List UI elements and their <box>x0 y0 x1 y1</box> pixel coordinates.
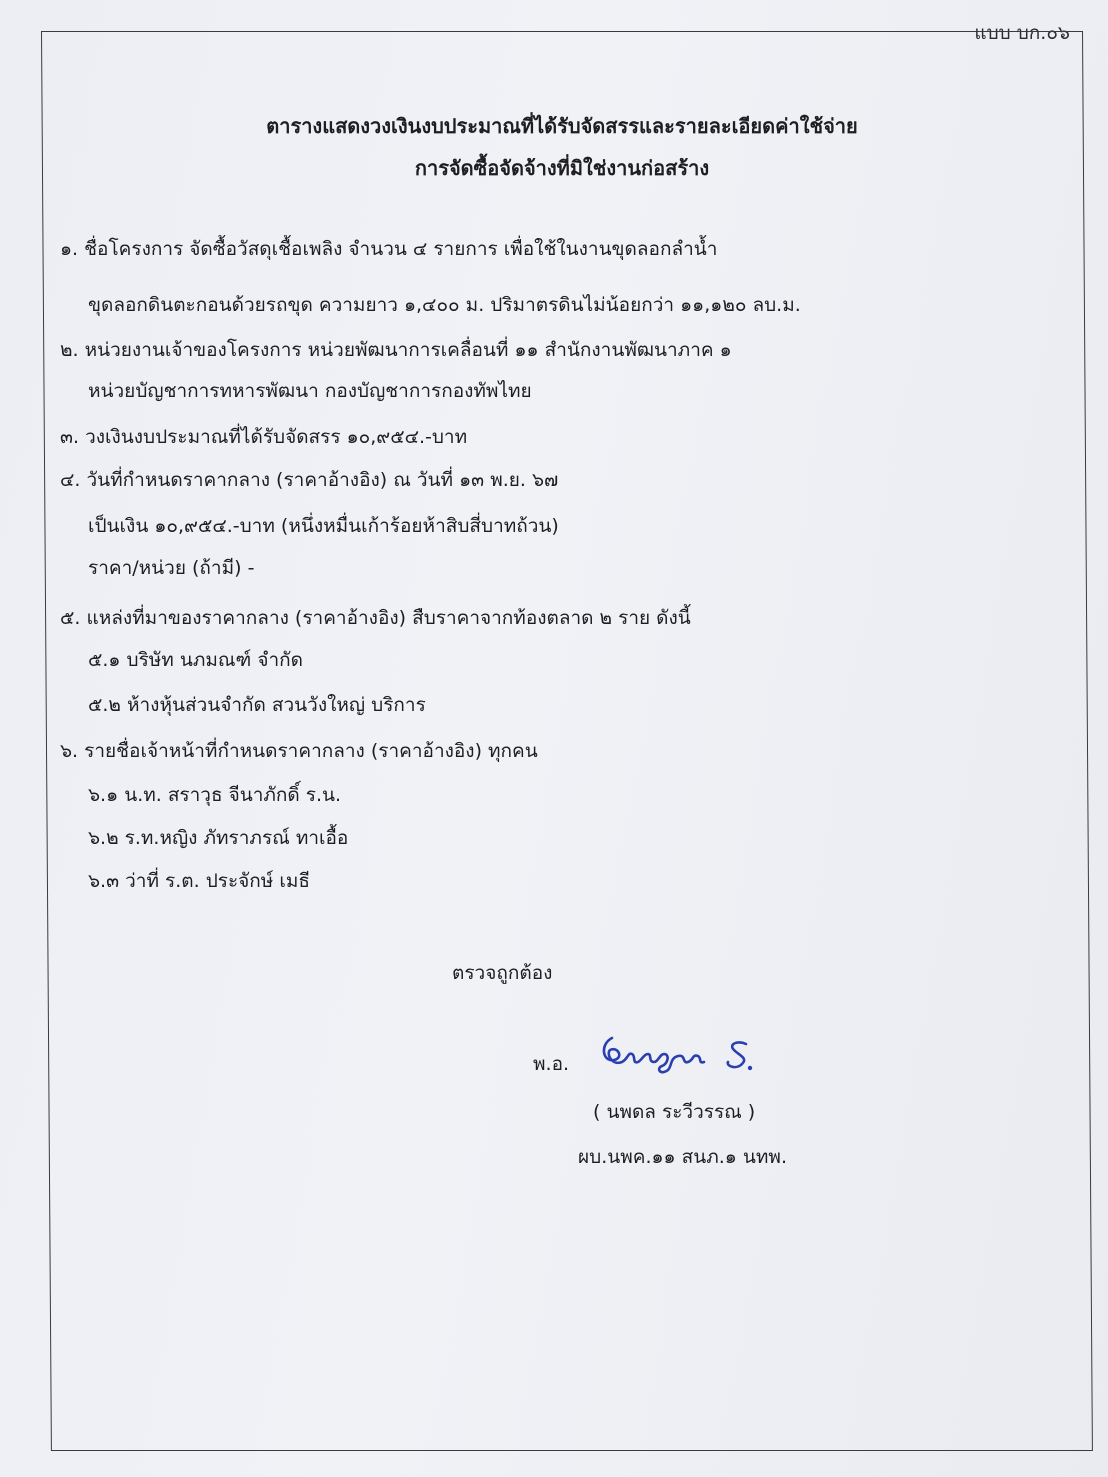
form-code: แบบ บก.๐๖ <box>974 22 1070 44</box>
item-5-price-source: ๕. แหล่งที่มาของราคากลาง (ราคาอ้างอิง) สืบราคาจากท้องตลาด ๒ ราย ดังนี้ <box>60 607 691 629</box>
item-4-amount: เป็นเงิน ๑๐,๙๕๔.-บาท (หนึ่งหมื่นเก้าร้อยห้าสิบสี่บาทถ้วน) <box>88 515 559 537</box>
item-5-1-company: ๕.๑ บริษัท นภมณฑ์ จำกัด <box>88 649 303 671</box>
item-4-reference-date: ๔. วันที่กำหนดราคากลาง (ราคาอ้างอิง) ณ วันที่ ๑๓ พ.ย. ๖๗ <box>60 469 559 491</box>
signature-image <box>598 1032 758 1080</box>
item-6-3-officer: ๖.๓ ว่าที่ ร.ต. ประจักษ์ เมธี <box>88 870 310 892</box>
item-1-project-name: ๑. ชื่อโครงการ จัดซื้อวัสดุเชื้อเพลิง จำนวน ๔ รายการ เพื่อใช้ในงานขุดลอกลำน้ำ <box>60 238 718 260</box>
item-1-project-detail: ขุดลอกดินตะกอนด้วยรถขุด ความยาว ๑,๔๐๐ ม. ปริมาตรดินไม่น้อยกว่า ๑๑,๑๒๐ ลบ.ม. <box>88 294 801 316</box>
verified-label: ตรวจถูกต้อง <box>452 962 553 984</box>
item-2-owner-unit: ๒. หน่วยงานเจ้าของโครงการ หน่วยพัฒนาการเคลื่อนที่ ๑๑ สำนักงานพัฒนาภาค ๑ <box>60 339 732 361</box>
item-5-2-partnership: ๕.๒ ห้างหุ้นส่วนจำกัด สวนวังใหญ่ บริการ <box>88 694 426 716</box>
approver-rank: พ.อ. <box>533 1053 570 1075</box>
approver-position: ผบ.นพค.๑๑ สนภ.๑ นทพ. <box>578 1146 787 1168</box>
item-4-unit-price: ราคา/หน่วย (ถ้ามี) - <box>88 557 255 579</box>
approver-name: ( นพดล ระวีวรรณ ) <box>593 1101 756 1123</box>
item-3-budget: ๓. วงเงินงบประมาณที่ได้รับจัดสรร ๑๐,๙๕๔.-บาท <box>60 426 468 448</box>
item-6-1-officer: ๖.๑ น.ท. สราวุธ จีนาภักดิ์ ร.น. <box>88 784 342 806</box>
title-line-1: ตารางแสดงวงเงินงบประมาณที่ได้รับจัดสรรและรายละเอียดค่าใช้จ่าย <box>266 114 858 138</box>
item-6-2-officer: ๖.๒ ร.ท.หญิง ภัทราภรณ์ ทาเอื้อ <box>88 827 349 849</box>
title-line-2: การจัดซื้อจัดจ้างที่มิใช่งานก่อสร้าง <box>414 156 710 180</box>
item-2-owner-command: หน่วยบัญชาการทหารพัฒนา กองบัญชาการกองทัพไทย <box>88 380 532 402</box>
item-6-officers: ๖. รายชื่อเจ้าหน้าที่กำหนดราคากลาง (ราคาอ้างอิง) ทุกคน <box>60 740 538 762</box>
